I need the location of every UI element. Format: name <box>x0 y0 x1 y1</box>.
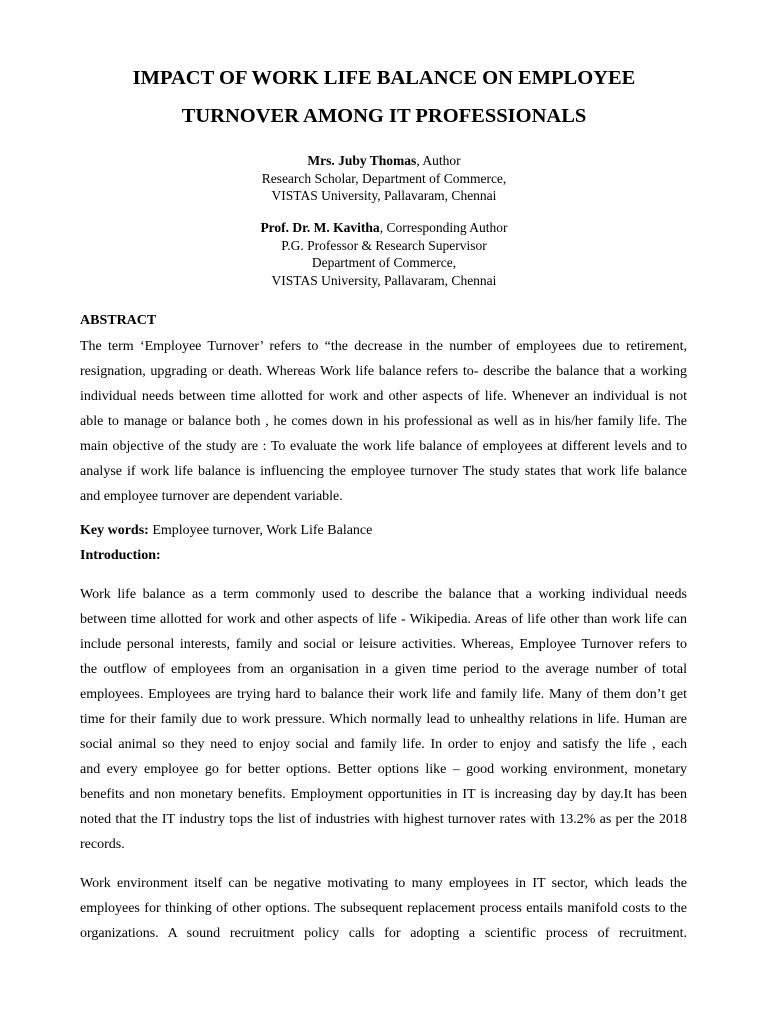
author-2-affiliation-3: VISTAS University, Pallavaram, Chennai <box>271 272 497 288</box>
author-block-1 <box>0 152 768 205</box>
intro-line: between time allotted for work and other aspects of life - Wikipedia. Areas of life other than work life can <box>80 612 687 627</box>
author-block-2 <box>0 219 768 289</box>
keywords-label: Key words: <box>80 523 149 538</box>
author-2-line <box>0 219 768 237</box>
intro-line: include personal interests, family and social or leisure activities. Whereas, Employee Turnover refers to <box>80 637 687 652</box>
abstract-line: The term ‘Employee Turnover’ refers to “the decrease in the number of employees due to retirement, <box>80 339 687 354</box>
abstract-line: and employee turnover are dependent variable. <box>80 489 343 504</box>
author-1-role: , Author <box>416 153 461 168</box>
abstract-line: analyse if work life balance is influencing the employee turnover The study states that work life balance <box>80 464 687 479</box>
author-1-affiliation-1: Research Scholar, Department of Commerce, <box>261 170 507 186</box>
intro-line: employees. Employees are trying hard to balance their work life and family life. Many of them don’t get <box>80 687 687 702</box>
abstract-line: resignation, upgrading or death. Whereas Work life balance refers to- describe the balance that a working <box>80 364 687 379</box>
intro-line: employees for thinking of other options. The subsequent replacement process entails manifold costs to the <box>80 901 687 916</box>
paper-title-line-2: TURNOVER AMONG IT PROFESSIONALS <box>181 105 587 127</box>
intro-line: Work life balance as a term commonly used to describe the balance that a working individual needs <box>80 587 687 602</box>
abstract-line: individual needs between time allotted for work and other aspects of life. Whenever an individual is not <box>80 389 687 404</box>
introduction-heading: Introduction: <box>80 548 161 563</box>
intro-line: the outflow of employees from an organisation in a given time period to the average number of total <box>80 662 687 677</box>
intro-line: records. <box>80 837 125 852</box>
intro-line: Work environment itself can be negative motivating to many employees in IT sector, which leads the <box>80 876 687 891</box>
introduction-paragraph-2 <box>80 871 687 946</box>
abstract-heading: ABSTRACT <box>80 313 157 328</box>
author-2-affiliation-2: Department of Commerce, <box>311 255 457 270</box>
author-1-name: Mrs. Juby Thomas <box>307 153 417 168</box>
author-1-line <box>0 152 768 170</box>
author-2-affiliation-1: P.G. Professor & Research Supervisor <box>281 237 487 253</box>
intro-line: social animal so they need to enjoy social and family life. In order to enjoy and satisfy the life , each <box>80 737 687 752</box>
paper-title-line-1: IMPACT OF WORK LIFE BALANCE ON EMPLOYEE <box>132 67 636 89</box>
abstract-paragraph <box>80 334 687 509</box>
abstract-line: main objective of the study are : To evaluate the work life balance of employees at different levels and to <box>80 439 687 454</box>
author-2-role: , Corresponding Author <box>379 220 508 235</box>
author-1-affiliation-2: VISTAS University, Pallavaram, Chennai <box>271 188 497 203</box>
intro-line: benefits and non monetary benefits. Employment opportunities in IT is increasing day by day.It has been <box>80 787 687 802</box>
intro-line: and every employee go for better options. Better options like – good working environment, monetary <box>80 762 687 777</box>
intro-line: noted that the IT industry tops the list of industries with highest turnover rates with 13.2% as per the 2018 <box>80 812 687 827</box>
author-2-name: Prof. Dr. M. Kavitha <box>260 220 380 235</box>
introduction-paragraph-1 <box>80 582 687 857</box>
intro-line: time for their family due to work pressure. Which normally lead to unhealthy relations in life. Human are <box>80 712 687 727</box>
keywords-line <box>80 522 372 540</box>
intro-line: organizations. A sound recruitment policy calls for adopting a scientific process of recruitment. <box>80 926 687 941</box>
keywords-text: Employee turnover, Work Life Balance <box>148 523 373 538</box>
abstract-line: able to manage or balance both , he comes down in his professional as well as in his/her family life. The <box>80 414 687 429</box>
